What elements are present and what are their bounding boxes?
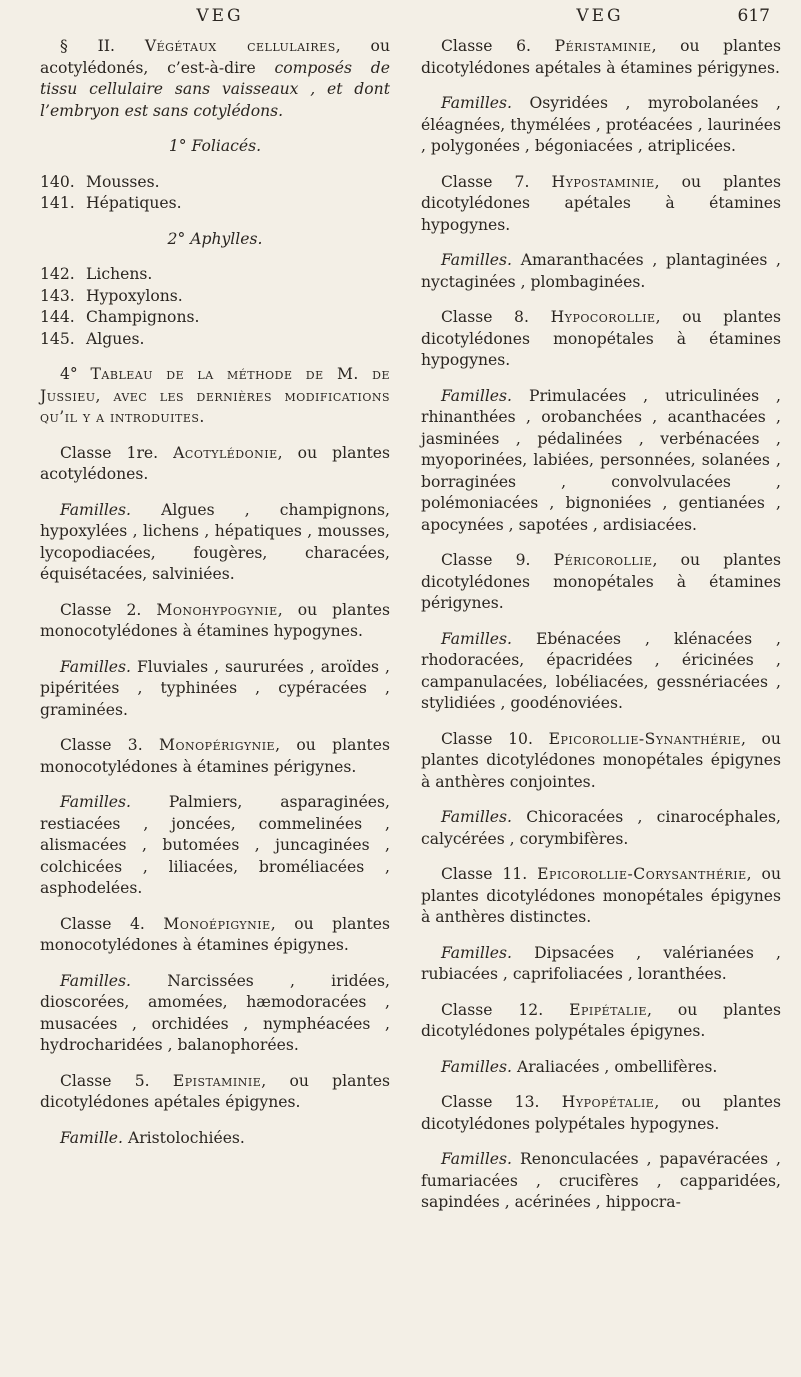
- tableau-heading: [40, 364, 390, 429]
- class-families: Familles. Dipsacées , valérianées , rubiacées , caprifoliacées , loranthées.: [421, 943, 781, 983]
- class-families: Familles. Chicoracées , cinarocéphales, calycérées , corymbifères.: [421, 808, 781, 848]
- class-description: Classe 7. Hypostaminie, ou plantes dicotylédones apétales à étamines hypogynes.: [421, 172, 781, 234]
- right-running-header: [420, 6, 780, 32]
- left-column: [40, 36, 390, 1163]
- class-families: Familles. Fluviales , saururées , aroïdes , pipéritées , typhinées , cypéracées , graminées.: [40, 657, 390, 719]
- class-entry: [421, 1000, 781, 1079]
- class-description: Classe 6. Péristaminie, ou plantes dicotylédones apétales à étamines périgynes.: [421, 37, 781, 77]
- class-families: Familles. Ebénacées , klénacées , rhodoracées, épacridées , éricinées , campanulacées, lobéliacées, gessnériacées , stylidiées , goodénoviées.: [421, 629, 781, 712]
- class-families: Familles. Renonculacées , papavéracées , fumariacées , crucifères , capparidées, sapindées , acérinées , hippocra-: [421, 1150, 781, 1211]
- class-entry: [421, 864, 781, 986]
- class-families: Familles. Narcissées , iridées, dioscorées, amomées, hæmodoracées , musacées , orchidées , nymphéacées , hydrocharidées , balanophorées.: [40, 971, 390, 1054]
- list-item: 145. Algues.: [40, 329, 145, 348]
- class-entry: [40, 735, 390, 900]
- page-number: 617: [737, 6, 770, 26]
- right-header-title: VEG: [576, 6, 624, 26]
- class-description: Classe 8. Hypocorollie, ou plantes dicotylédones monopétales à étamines hypogynes.: [421, 308, 781, 369]
- class-description: Classe 4. Monoépigynie, ou plantes monocotylédones à étamines épigynes.: [40, 914, 390, 954]
- class-families: Familles. Amaranthacées , plantaginées , nyctaginées , plombaginées.: [421, 251, 781, 291]
- class-description: Classe 12. Epipétalie, ou plantes dicotylédones polypétales épigynes.: [421, 1000, 781, 1040]
- class-description: Classe 9. Péricorollie, ou plantes dicotylédones monopétales à étamines périgynes.: [421, 551, 781, 612]
- section-mark: § II.: [60, 37, 115, 55]
- class-description: Classe 3. Monopérigynie, ou plantes monocotylédones à étamines périgynes.: [40, 736, 390, 776]
- class-entry: [40, 914, 390, 1057]
- class-entry: [421, 1092, 781, 1214]
- right-column: [421, 36, 781, 1228]
- list-foliaces: [40, 172, 390, 215]
- left-running-header: VEG: [196, 6, 244, 26]
- list-item: 141. Hépatiques.: [40, 194, 182, 212]
- group-heading-aphylles: 2° Aphylles.: [167, 229, 263, 248]
- class-families: Familles. Primulacées , utriculinées , rhinanthées , orobanchées , acanthacées , jasminées , pédalinées , verbénacées , myoporinées, labiées, personnées, solanées , borraginées , convolvulacées , polémoniacées , bignoniées , gentianées , apocynées , sapotées , ardisiacées.: [421, 386, 781, 534]
- class-description: Classe 1re. Acotylédonie, ou plantes acotylédones.: [40, 443, 390, 483]
- section-paragraph: [40, 36, 390, 122]
- section-text: , ou acotylédonés, c’est-à-dire: [40, 37, 390, 77]
- class-description: Classe 5. Epistaminie, ou plantes dicotylédones apétales épigynes.: [40, 1071, 390, 1111]
- class-entry: [40, 1071, 390, 1150]
- class-entry: [421, 729, 781, 851]
- class-entry: [40, 600, 390, 722]
- section-definition: composés de tissu cellulaire sans vaisseaux , et dont l’embryon est sans cotylédons.: [40, 58, 390, 120]
- class-description: Classe 11. Epicorollie-Corysanthérie, ou plantes dicotylédones monopétales épigynes à anthères distinctes.: [421, 865, 781, 926]
- class-families: Familles. Osyridées , myrobolanées , éléagnées, thymélées , protéacées , laurinées , polygonées , bégoniacées , atriplicées.: [421, 94, 781, 155]
- class-entry: [40, 443, 390, 586]
- class-entry: [421, 172, 781, 294]
- group-heading-foliaces: 1° Foliacés.: [168, 137, 262, 155]
- left-class-list: [40, 443, 390, 1150]
- class-description: Classe 10. Epicorollie-Synanthérie, ou plantes dicotylédones monopétales épigynes à anthères conjointes.: [421, 729, 781, 791]
- section-title: Végétaux cellulaires: [144, 37, 336, 55]
- class-families: Familles. Palmiers, asparaginées, restiacées , joncées, commelinées , alismacées , butomées , juncaginées , colchicées , liliacées, broméliacées , asphodelées.: [40, 793, 390, 897]
- tableau-title: Tableau de la méthode de M. de Jussieu, avec les dernières modifications qu’il y a introduites.: [40, 365, 390, 426]
- class-entry: [421, 550, 781, 715]
- class-families: Familles. Araliacées , ombellifères.: [441, 1057, 718, 1076]
- class-description: Classe 13. Hypopétalie, ou plantes dicotylédones polypétales hypogynes.: [421, 1093, 781, 1133]
- class-entry: [421, 307, 781, 536]
- list-item: 144. Champignons.: [40, 308, 200, 326]
- list-item: 140. Mousses.: [40, 172, 160, 191]
- class-families: Familles. Algues , champignons, hypoxylées , lichens , hépatiques , mousses, lycopodiacées, fougères, characées, équisétacées, salviniées.: [40, 500, 390, 583]
- class-entry: [421, 36, 781, 158]
- class-families: Famille. Aristolochiées.: [60, 1128, 245, 1147]
- class-description: Classe 2. Monohypogynie, ou plantes monocotylédones à étamines hypogynes.: [40, 600, 390, 640]
- list-item: 143. Hypoxylons.: [40, 286, 183, 305]
- tableau-number: 4°: [60, 365, 78, 383]
- list-aphylles: [40, 264, 390, 350]
- list-item: 142. Lichens.: [40, 265, 153, 283]
